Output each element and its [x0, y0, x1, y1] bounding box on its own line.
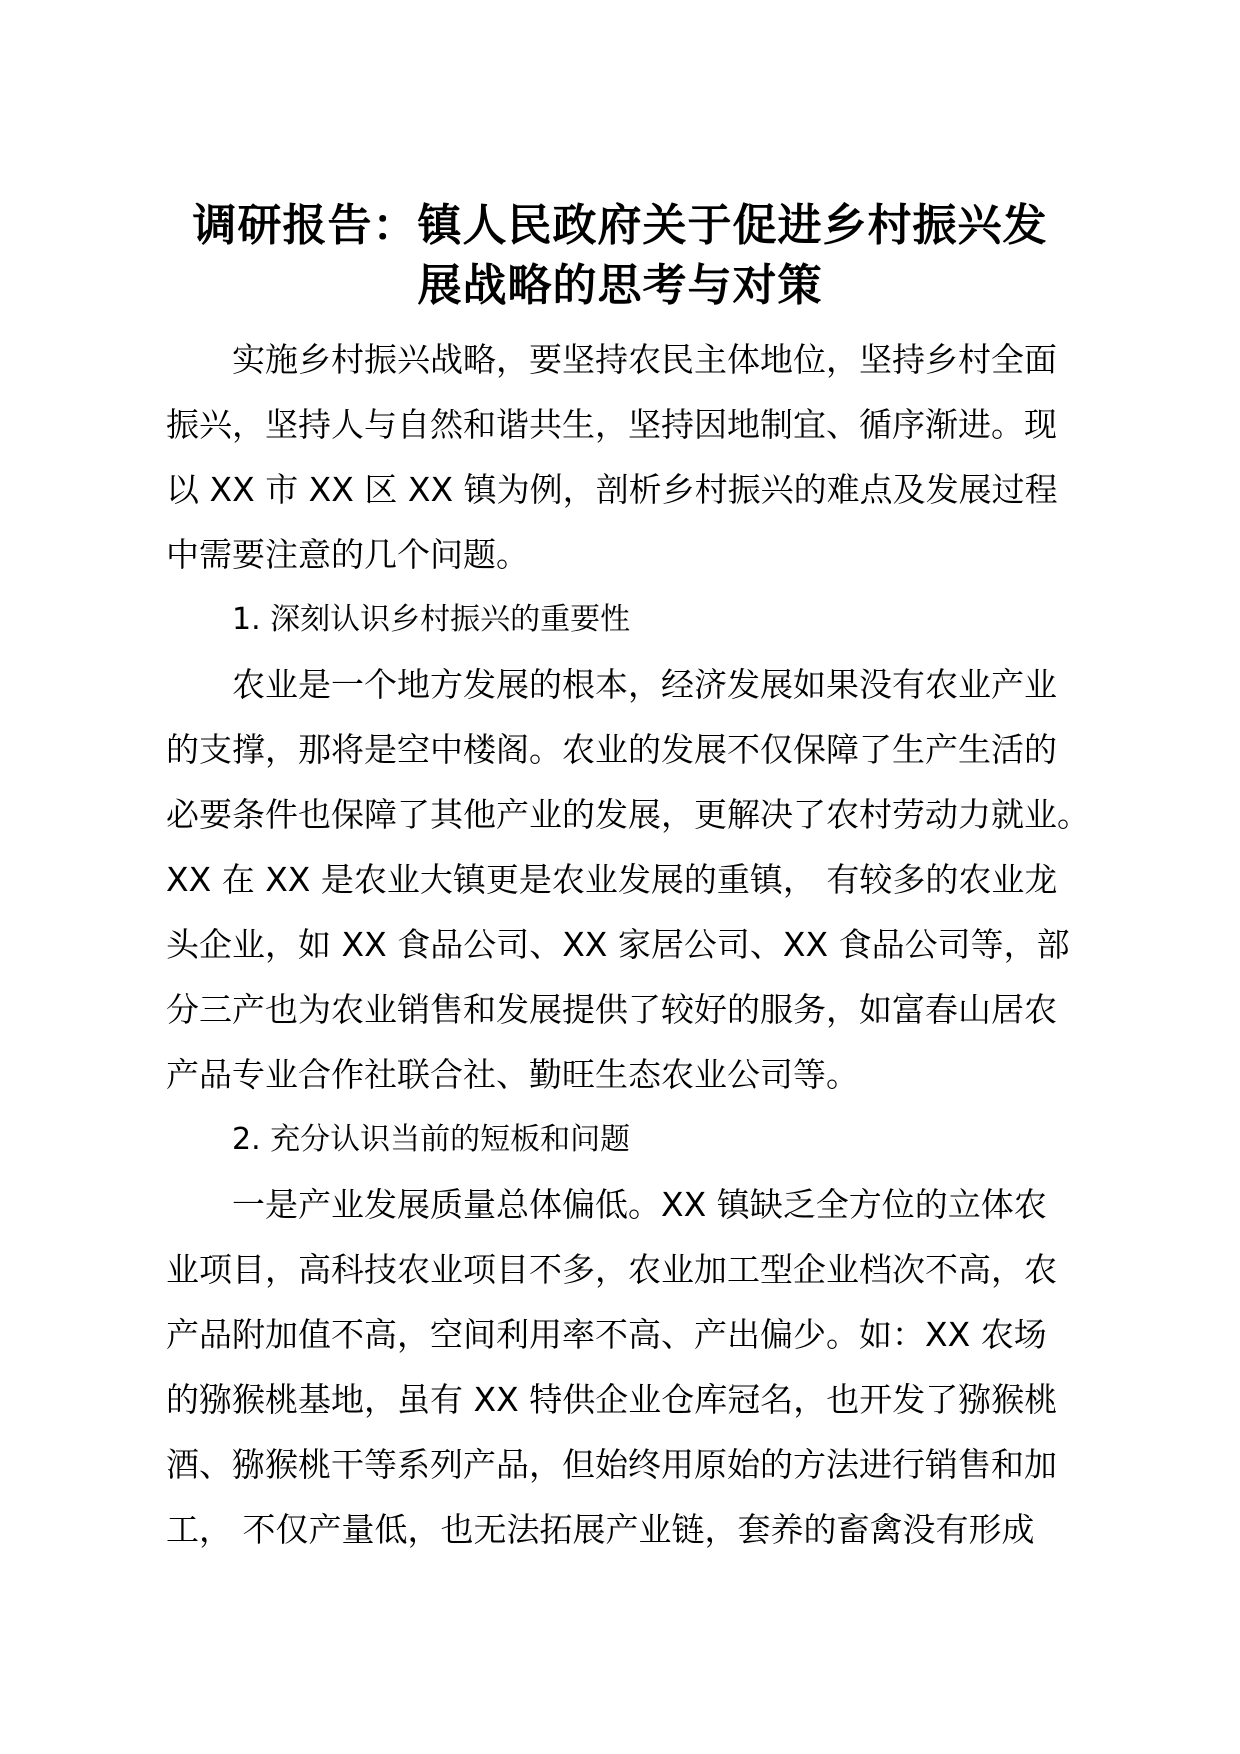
- text-line: 工， 不仅产量低，也无法拓展产业链，套养的畜禽没有形成: [166, 1510, 1035, 1549]
- document-title: [150, 196, 1090, 316]
- text-line: 的支撑，那将是空中楼阁。农业的发展不仅保障了生产生活的: [166, 730, 1057, 769]
- text-line: 产品附加值不高，空间利用率不高、产出偏少。如：XX 农场: [166, 1315, 1047, 1354]
- paragraph-problems: [166, 1172, 1086, 1562]
- paragraph-intro: [166, 327, 1086, 587]
- text-line: 农业是一个地方发展的根本，经济发展如果没有农业产业: [232, 665, 1057, 704]
- heading-line: 1. 深刻认识乡村振兴的重要性: [232, 602, 631, 637]
- text-line: 头企业，如 XX 食品公司、XX 家居公司、XX 食品公司等，部: [166, 925, 1070, 964]
- text-line: 实施乡村振兴战略，要坚持农民主体地位，坚持乡村全面: [232, 340, 1057, 379]
- paragraph-importance: [166, 652, 1090, 1107]
- title-line-2: 展战略的思考与对策: [417, 260, 823, 311]
- text-line: 产品专业合作社联合社、勤旺生态农业公司等。: [166, 1055, 859, 1094]
- text-line: 振兴，坚持人与自然和谐共生，坚持因地制宜、循序渐进。现: [166, 405, 1057, 444]
- document-body: [166, 327, 1090, 1562]
- text-line: 中需要注意的几个问题。: [166, 535, 529, 574]
- title-line-1: 调研报告：镇人民政府关于促进乡村振兴发: [192, 200, 1048, 251]
- text-line: 以 XX 市 XX 区 XX 镇为例，剖析乡村振兴的难点及发展过程: [166, 470, 1058, 509]
- text-line: XX 在 XX 是农业大镇更是农业发展的重镇， 有较多的农业龙: [166, 860, 1058, 899]
- section-heading-2: [166, 1107, 1086, 1172]
- text-line: 必要条件也保障了其他产业的发展，更解决了农村劳动力就业。: [166, 795, 1090, 834]
- text-line: 酒、猕猴桃干等系列产品，但始终用原始的方法进行销售和加: [166, 1445, 1057, 1484]
- text-line: 业项目，高科技农业项目不多，农业加工型企业档次不高，农: [166, 1250, 1057, 1289]
- section-heading-1: [166, 587, 1086, 652]
- text-line: 分三产也为农业销售和发展提供了较好的服务，如富春山居农: [166, 990, 1057, 1029]
- text-line: 一是产业发展质量总体偏低。XX 镇缺乏全方位的立体农: [232, 1185, 1047, 1224]
- heading-line: 2. 充分认识当前的短板和问题: [232, 1122, 631, 1157]
- text-line: 的猕猴桃基地，虽有 XX 特供企业仓库冠名，也开发了猕猴桃: [166, 1380, 1058, 1419]
